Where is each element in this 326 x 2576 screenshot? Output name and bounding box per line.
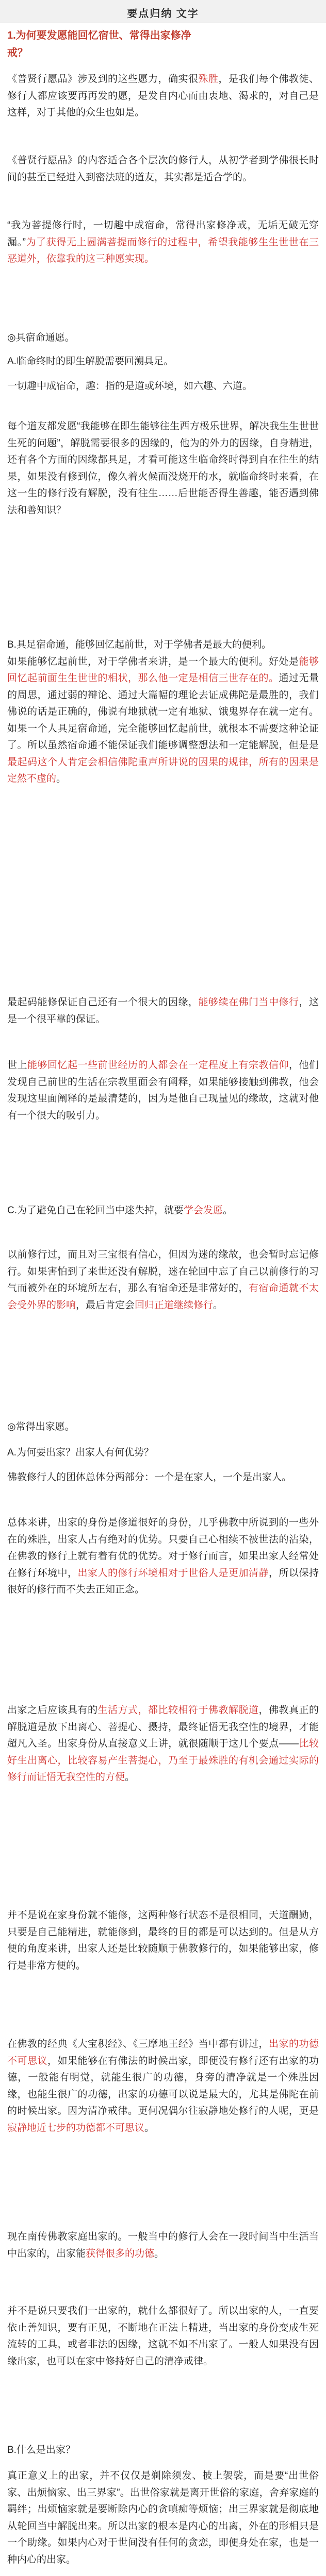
question-1-title: 1.为何要发愿能回忆宿世、常得出家修净 戒？ (7, 30, 191, 59)
section-2-paragraph-1: A.为何要出家？出家人有何优势？ (7, 1447, 154, 1458)
section-1-paragraph-6: C.为了避免自己在轮回当中迷失掉，就要学会发愿。 (7, 1205, 233, 1216)
section-2-paragraph-7: 现在南传佛教家庭出家的。一般当中的修行人会在一段时间当中生活当中出家的，出家能获得很多的功德。 (7, 2231, 319, 2259)
section-2-paragraph-3: 总体来讲，出家的身份是修道很好的身份，几乎佛教中所说到的一些外在的殊胜，出家人占有绝对的优势。只要自己心相续不被世法的沾染，在佛教的修行上就有着有优的优势。对于修行而言，如果出家人经常处在修行环境中，出家人的修行环境相对于世俗人是更加清静，所以保持很好的修行而不失去正知正念。 (7, 1517, 319, 1595)
section-2-paragraph-9: B.什么是出家？ (7, 2445, 75, 2455)
section-2-paragraph-5: 并不是说在家身份就不能修，这两种修行状态不是很相同，天道酬勤，只要是自己能精进，就能修到，最终的目的都是可以达到的。但是从方便的角度来讲，出家人还是比较随顺于佛教修行的，如果能够出家，修行是非常方便的。 (7, 1910, 319, 1971)
section-2-paragraph-10: 真正意义上的出家，并不仅仅是剃除须发、披上袈裟，而是要“出世俗家、出烦恼家、出三界家”。出世俗家就是离开世俗的家庭，舍弃家庭的羁绊；出烦恼家就是要断除内心的贪嗔痴等烦恼；出三界家就是彻底地从轮回当中解脱出来。所以出家的根本是内心的出离，外在的形相只是一个助缘。如果内心对于世间没有任何的贪恋，即便身处在家，也是一种内心的出家。 (7, 2470, 319, 2565)
section-2-paragraph-6: 在佛教的经典《大宝积经》、《三摩地王经》当中都有讲过，出家的功德不可思议，如果能够在有佛法的时候出家，即便没有修行还有出家的功德，一般能有明觉，就能生很广的功德，身旁的清净就是一个殊胜因缘，也能生很广的功德，出家的功德可以说是最大的，尤其是佛陀在前的时候出家。因为清净戒律。更何况偶尔往寂静地处修行的人呢，更是寂静地近七步的功德都不可思议。 (7, 2039, 319, 2133)
paragraph-3: “我为菩提修行时，一切趣中成宿命，常得出家修净戒，无垢无破无穿漏。”为了获得无上圆满菩提而修行的过程中，希望我能够生生世世在三恶道外，依靠我的这三种愿实现。 (7, 220, 319, 264)
paragraph-2: 《普贤行愿品》的内容适合各个层次的修行人，从初学者到学佛很长时间的甚至已经进入到密法班的道友，其实都是适合学的。 (7, 155, 319, 183)
page-header (0, 0, 326, 23)
section-1-paragraph-1: 一切趣中成宿命，趣：指的是道或环境，如六趣、六道。 (7, 381, 253, 392)
section-2-paragraph-8: 并不是说只要我们一出家的，就什么都很好了。所以出家的人，一直要依止善知识，要有正见，不断地在正法上精进，当出家的身份变成生死流转的工具，或者非法的因缘，这就不如不出家了。一般人如果没有因缘出家，也可以在家中修持好自己的清净戒律。 (7, 2306, 319, 2367)
section-1-paragraph-2: 每个道友都发愿“我能够在即生能够往生西方极乐世界，解决我生生世世生死的问题”，解脱需要很多的因缘的，他为的外力的因缘，自身精进，还有各个方面的因缘都具足，才看可能这生临命终时得到自在往生的结果，如果没有修到位，像久着火候而没烧开的水，就临命终时来看，在这一生的修行没有解脱，没有往生……后世能否得生善趣，能否遇到佛法和善知识？ (7, 421, 319, 516)
paragraph-1: 《普贤行愿品》涉及到的这些愿力，确实很殊胜，是我们每个佛教徒、修行人都应该要再再发的愿，是发自内心而由衷地、渴求的，对自己是这样，对于其他的众生也如是。 (7, 74, 319, 118)
section-1-paragraph-5: 世上能够回忆起一些前世经历的人都会在一定程度上有宗教信仰，他们发现自己前世的生活在宗教里面会有阐释，如果能够接触到佛教，他会发现这里面阐释的是最清楚的，因为是他自己现量见的缘故，这就对他有一个很大的吸引力。 (7, 1060, 319, 1121)
header-title: 要点归纳 文字 (127, 8, 199, 20)
section-2-heading: ◎常得出家愿。 (7, 1421, 75, 1432)
section-1-paragraph-4: 最起码能修保证自己还有一个很大的因缘，能够续在佛门当中修行，这是一个很平靠的保证。 (7, 997, 319, 1025)
section-1-heading: ◎具宿命通愿。 (7, 332, 75, 343)
section-1-paragraph-7: 以前修行过，而且对三宝很有信心，但因为迷的缘故，也会暂时忘记修行。如果害怕到了来世还没有解脱，迷在轮回中忘了自己以前修行的习气而被外在的环境所左右，那么有宿命还是非常好的，有宿命通就不太会受外界的影响，最后肯定会回归正道继续修行。 (7, 1249, 319, 1311)
section-1-title: A.临命终时的即生解脱需要回溯具足。 (7, 356, 173, 367)
section-2-paragraph-2: 佛教修行人的团体总体分两部分：一个是在家人，一个是出家人。 (7, 1472, 292, 1483)
section-2-paragraph-4: 出家之后应该具有的生活方式，都比较相符于佛教解脱道，佛教真正的解脱道是放下出离心、菩提心、摄持，最终证悟无我空性的境界，才能超凡入圣。出家身份从直接意义上讲，就很随顺于这几个要点——比较好生出离心，比较容易产生菩提心，乃至于最殊胜的有机会通过实际的修行而证悟无我空性的方便。 (7, 1705, 319, 1783)
section-1-paragraph-3: B.具足宿命通，能够回忆起前世，对于学佛者是最大的便利。 如果能够忆起前世，对于学佛者来讲，是一个最大的便利。好处是能够回忆起前面生生世世的相状，那么他一定是相信三世存在的。通过无量的周思，通过弱的辩论、通过大篇幅的理论去证成佛陀是最胜的，我们佛说的话是正确的，佛说有地狱就一定有地狱、饿鬼界存在就一定有。如果一个人具足宿命通，完全能够回忆起前世，就根本不需要这种论证了。所以虽然宿命通不能保证我们能够调整想法和一定能解脱，但是是最起码这个人肯定会相信佛陀重声所讲说的因果的规律，所有的因果是定然不虚的。 (7, 639, 319, 784)
